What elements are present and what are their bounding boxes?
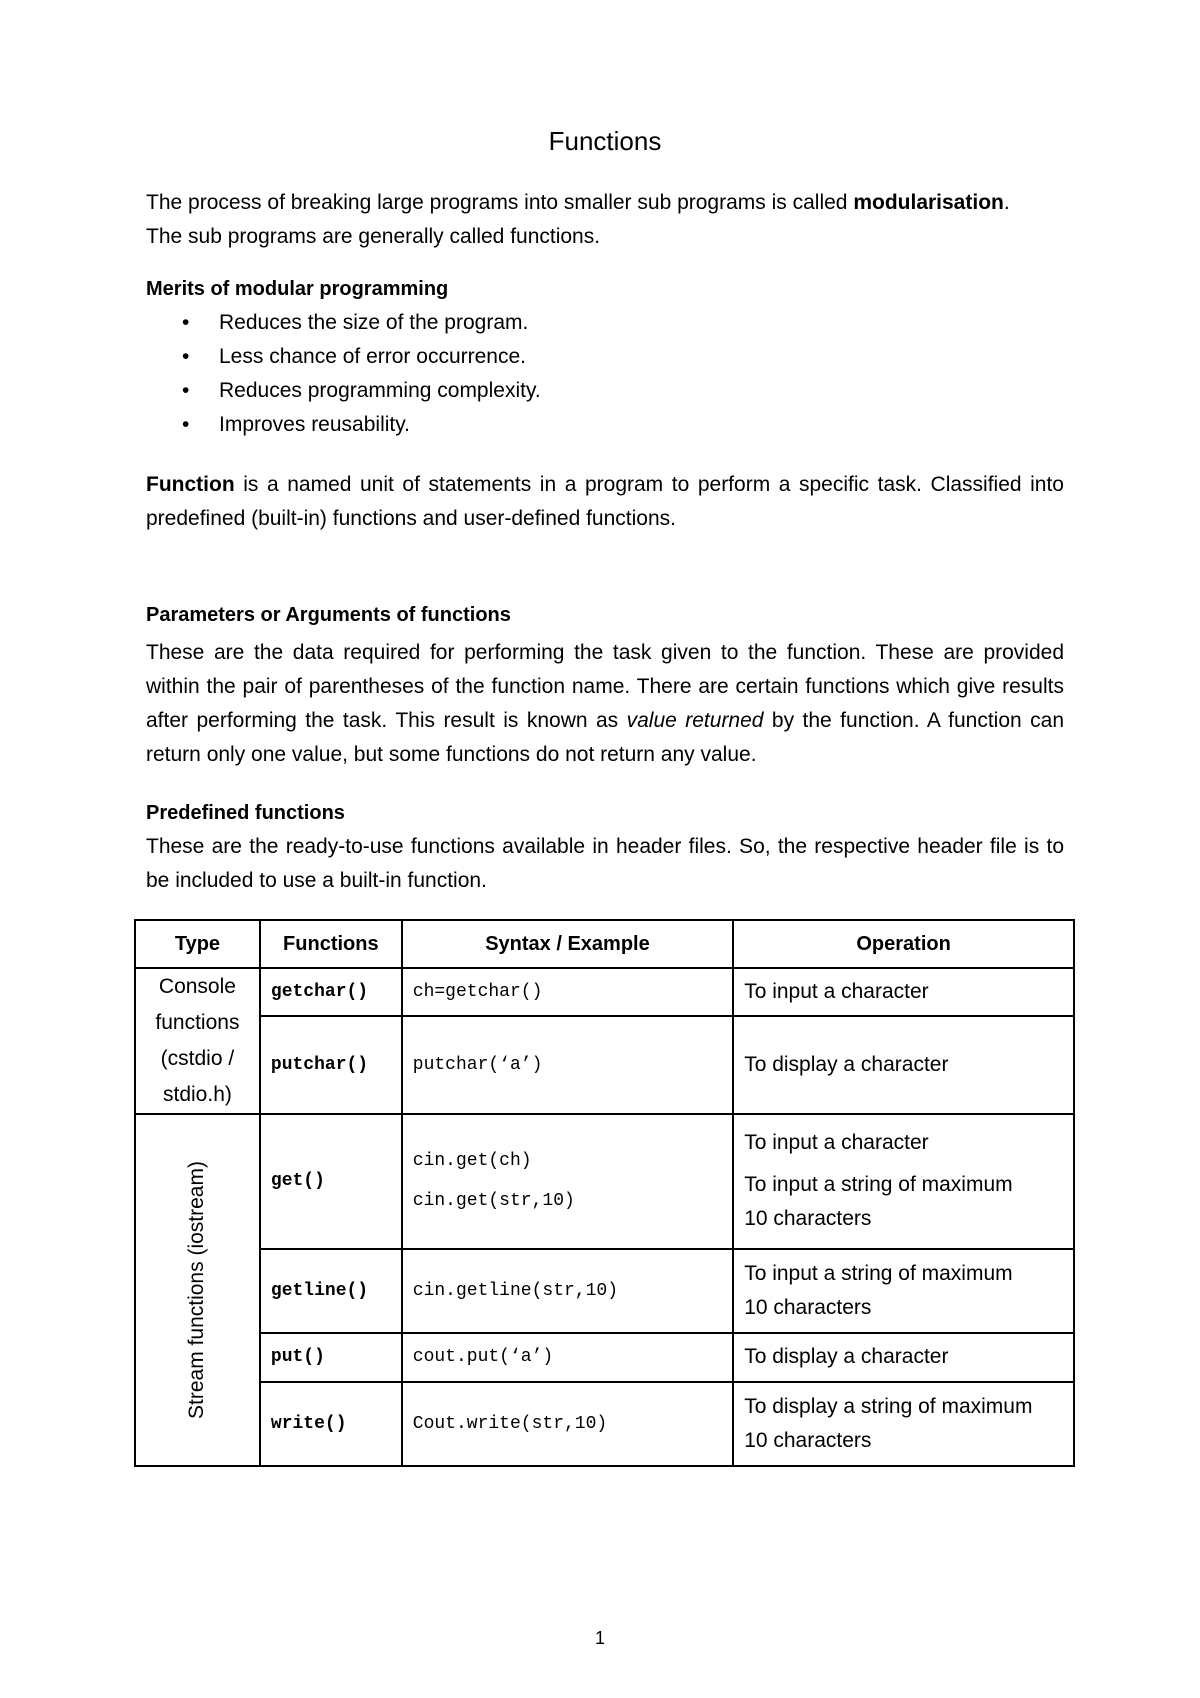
table-row xyxy=(135,1114,1074,1249)
bullet-icon: • xyxy=(182,311,190,334)
header-syntax: Syntax / Example xyxy=(402,920,733,968)
predefined-text: These are the ready-to-use functions available in header files. So, the respective header file is to be included to use a built-in function. xyxy=(146,835,1064,892)
function-term: Function xyxy=(146,473,235,496)
page-title: Functions xyxy=(548,126,662,156)
parameters-heading: Parameters or Arguments of functions xyxy=(146,604,511,626)
bullet-icon: • xyxy=(182,379,190,402)
predefined-section xyxy=(146,796,1064,898)
function-name: getchar() xyxy=(260,968,402,1016)
list-item: • Reduces the size of the program. xyxy=(146,306,1064,340)
intro-period: . xyxy=(1003,191,1010,214)
table-row xyxy=(135,1249,1074,1333)
merits-section xyxy=(146,272,1064,442)
operation: To input a string of maximum 10 characters xyxy=(733,1249,1074,1333)
function-name: write() xyxy=(260,1382,402,1467)
page-number: 1 xyxy=(594,1628,605,1648)
operation: To display a character xyxy=(733,1016,1074,1114)
syntax-example: ch=getchar() xyxy=(402,968,733,1016)
bullet-icon: • xyxy=(182,345,190,368)
function-name: put() xyxy=(260,1333,402,1381)
operation: To input a character To input a string of maximum 10 characters xyxy=(733,1114,1074,1249)
console-type-cell: Console functions (cstdio / stdio.h) xyxy=(135,968,260,1114)
function-definition-text: is a named unit of statements in a program to perform a specific task. Classified into predefined (built-in) functions and user-defined functions. xyxy=(146,473,1064,530)
bullet-icon: • xyxy=(182,413,190,436)
modularisation-term: modularisation xyxy=(853,191,1004,214)
syntax-example: cout.put(‘a’) xyxy=(402,1333,733,1381)
stream-type-cell xyxy=(135,1114,260,1466)
table-row xyxy=(135,1016,1074,1114)
list-item: • Improves reusability. xyxy=(146,408,1064,442)
table-row xyxy=(135,968,1074,1016)
intro-paragraph xyxy=(146,186,1064,254)
function-name: putchar() xyxy=(260,1016,402,1114)
function-name: get() xyxy=(260,1114,402,1249)
operation: To input a character xyxy=(733,968,1074,1016)
syntax-example: putchar(‘a’) xyxy=(402,1016,733,1114)
intro-text: The process of breaking large programs into smaller sub programs is called xyxy=(146,191,854,214)
table-row xyxy=(135,1382,1074,1467)
header-functions: Functions xyxy=(260,920,402,968)
merits-heading: Merits of modular programming xyxy=(146,278,449,300)
stream-type-label: Stream functions (iostream) xyxy=(185,1161,209,1419)
value-returned-term: value returned xyxy=(626,709,764,732)
operation: To display a character xyxy=(733,1333,1074,1381)
function-name: getline() xyxy=(260,1249,402,1333)
predefined-heading: Predefined functions xyxy=(146,802,345,824)
table-row xyxy=(135,1333,1074,1381)
header-type: Type xyxy=(135,920,260,968)
parameters-section xyxy=(146,598,1064,632)
list-item: • Less chance of error occurrence. xyxy=(146,340,1064,374)
header-operation: Operation xyxy=(733,920,1074,968)
function-definition xyxy=(146,468,1064,536)
functions-table xyxy=(134,919,1075,1467)
intro-line-2: The sub programs are generally called functions. xyxy=(146,225,601,248)
syntax-example: cin.getline(str,10) xyxy=(402,1249,733,1333)
parameters-paragraph: These are the data required for performing the task given to the function. These are provided within the pair of parentheses of the function name. There are certain functions which give results after performing the task. This result is known as value returned by the function. A function can return only one value, but some functions do not return any value. xyxy=(146,641,1064,766)
table-header-row xyxy=(135,920,1074,968)
merits-list xyxy=(146,306,1064,442)
operation: To display a string of maximum 10 characters xyxy=(733,1382,1074,1467)
list-item: • Reduces programming complexity. xyxy=(146,374,1064,408)
syntax-example: Cout.write(str,10) xyxy=(402,1382,733,1467)
syntax-example: cin.get(ch) cin.get(str,10) xyxy=(402,1114,733,1249)
